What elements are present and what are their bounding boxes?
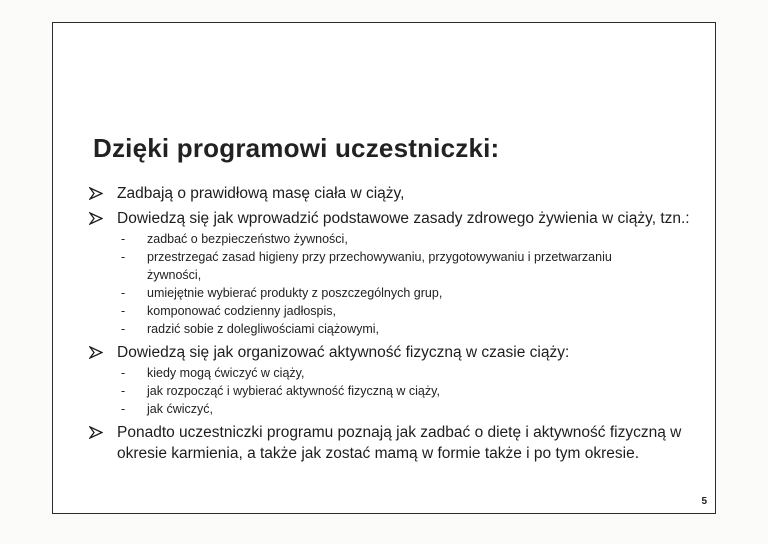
- sub-item: - przestrzegać zasad higieny przy przechowywaniu, przygotowywaniu i przetwarzaniu: [121, 250, 612, 264]
- bullet-text: Dowiedzą się jak wprowadzić podstawowe zasady zdrowego żywienia w ciąży, tzn.:: [117, 210, 690, 227]
- sub-item-continuation: żywności,: [147, 268, 202, 282]
- bullet-text: Ponadto uczestniczki programu poznają jak zadbać o dietę i aktywność fizyczną w okresie karmienia, a także jak zostać mamą w formie także i po tym okresie.: [117, 424, 682, 462]
- bullet-item-3: [89, 342, 699, 418]
- bullet-text: Dowiedzą się jak organizować aktywność fizyczną w czasie ciąży:: [117, 344, 570, 361]
- bullet-text: Zadbają o prawidłową masę ciała w ciąży,: [117, 185, 405, 202]
- sub-list: [117, 230, 699, 338]
- slide-frame: [52, 22, 716, 514]
- sub-item: - komponować codzienny jadłospis,: [121, 304, 336, 318]
- slide-title: Dzięki programowi uczestniczki:: [93, 133, 500, 163]
- arrowhead-bullet-icon: [89, 187, 103, 200]
- sub-item: - jak ćwiczyć,: [121, 402, 213, 416]
- bullet-item-1: [89, 183, 699, 204]
- page-number: 5: [701, 496, 707, 507]
- bullet-item-2: [89, 208, 699, 338]
- sub-list: [117, 364, 699, 418]
- arrowhead-bullet-icon: [89, 346, 103, 359]
- sub-item: - kiedy mogą ćwiczyć w ciąży,: [121, 366, 305, 380]
- sub-item: - jak rozpocząć i wybierać aktywność fizyczną w ciąży,: [121, 384, 440, 398]
- arrowhead-bullet-icon: [89, 212, 103, 225]
- sub-item: - radzić sobie z dolegliwościami ciążowymi,: [121, 322, 380, 336]
- bullet-list: [89, 183, 699, 464]
- sub-item: - umiejętnie wybierać produkty z poszczególnych grup,: [121, 286, 443, 300]
- sub-item: - zadbać o bezpieczeństwo żywności,: [121, 232, 348, 246]
- arrowhead-bullet-icon: [89, 426, 103, 439]
- bullet-item-4: [89, 422, 699, 464]
